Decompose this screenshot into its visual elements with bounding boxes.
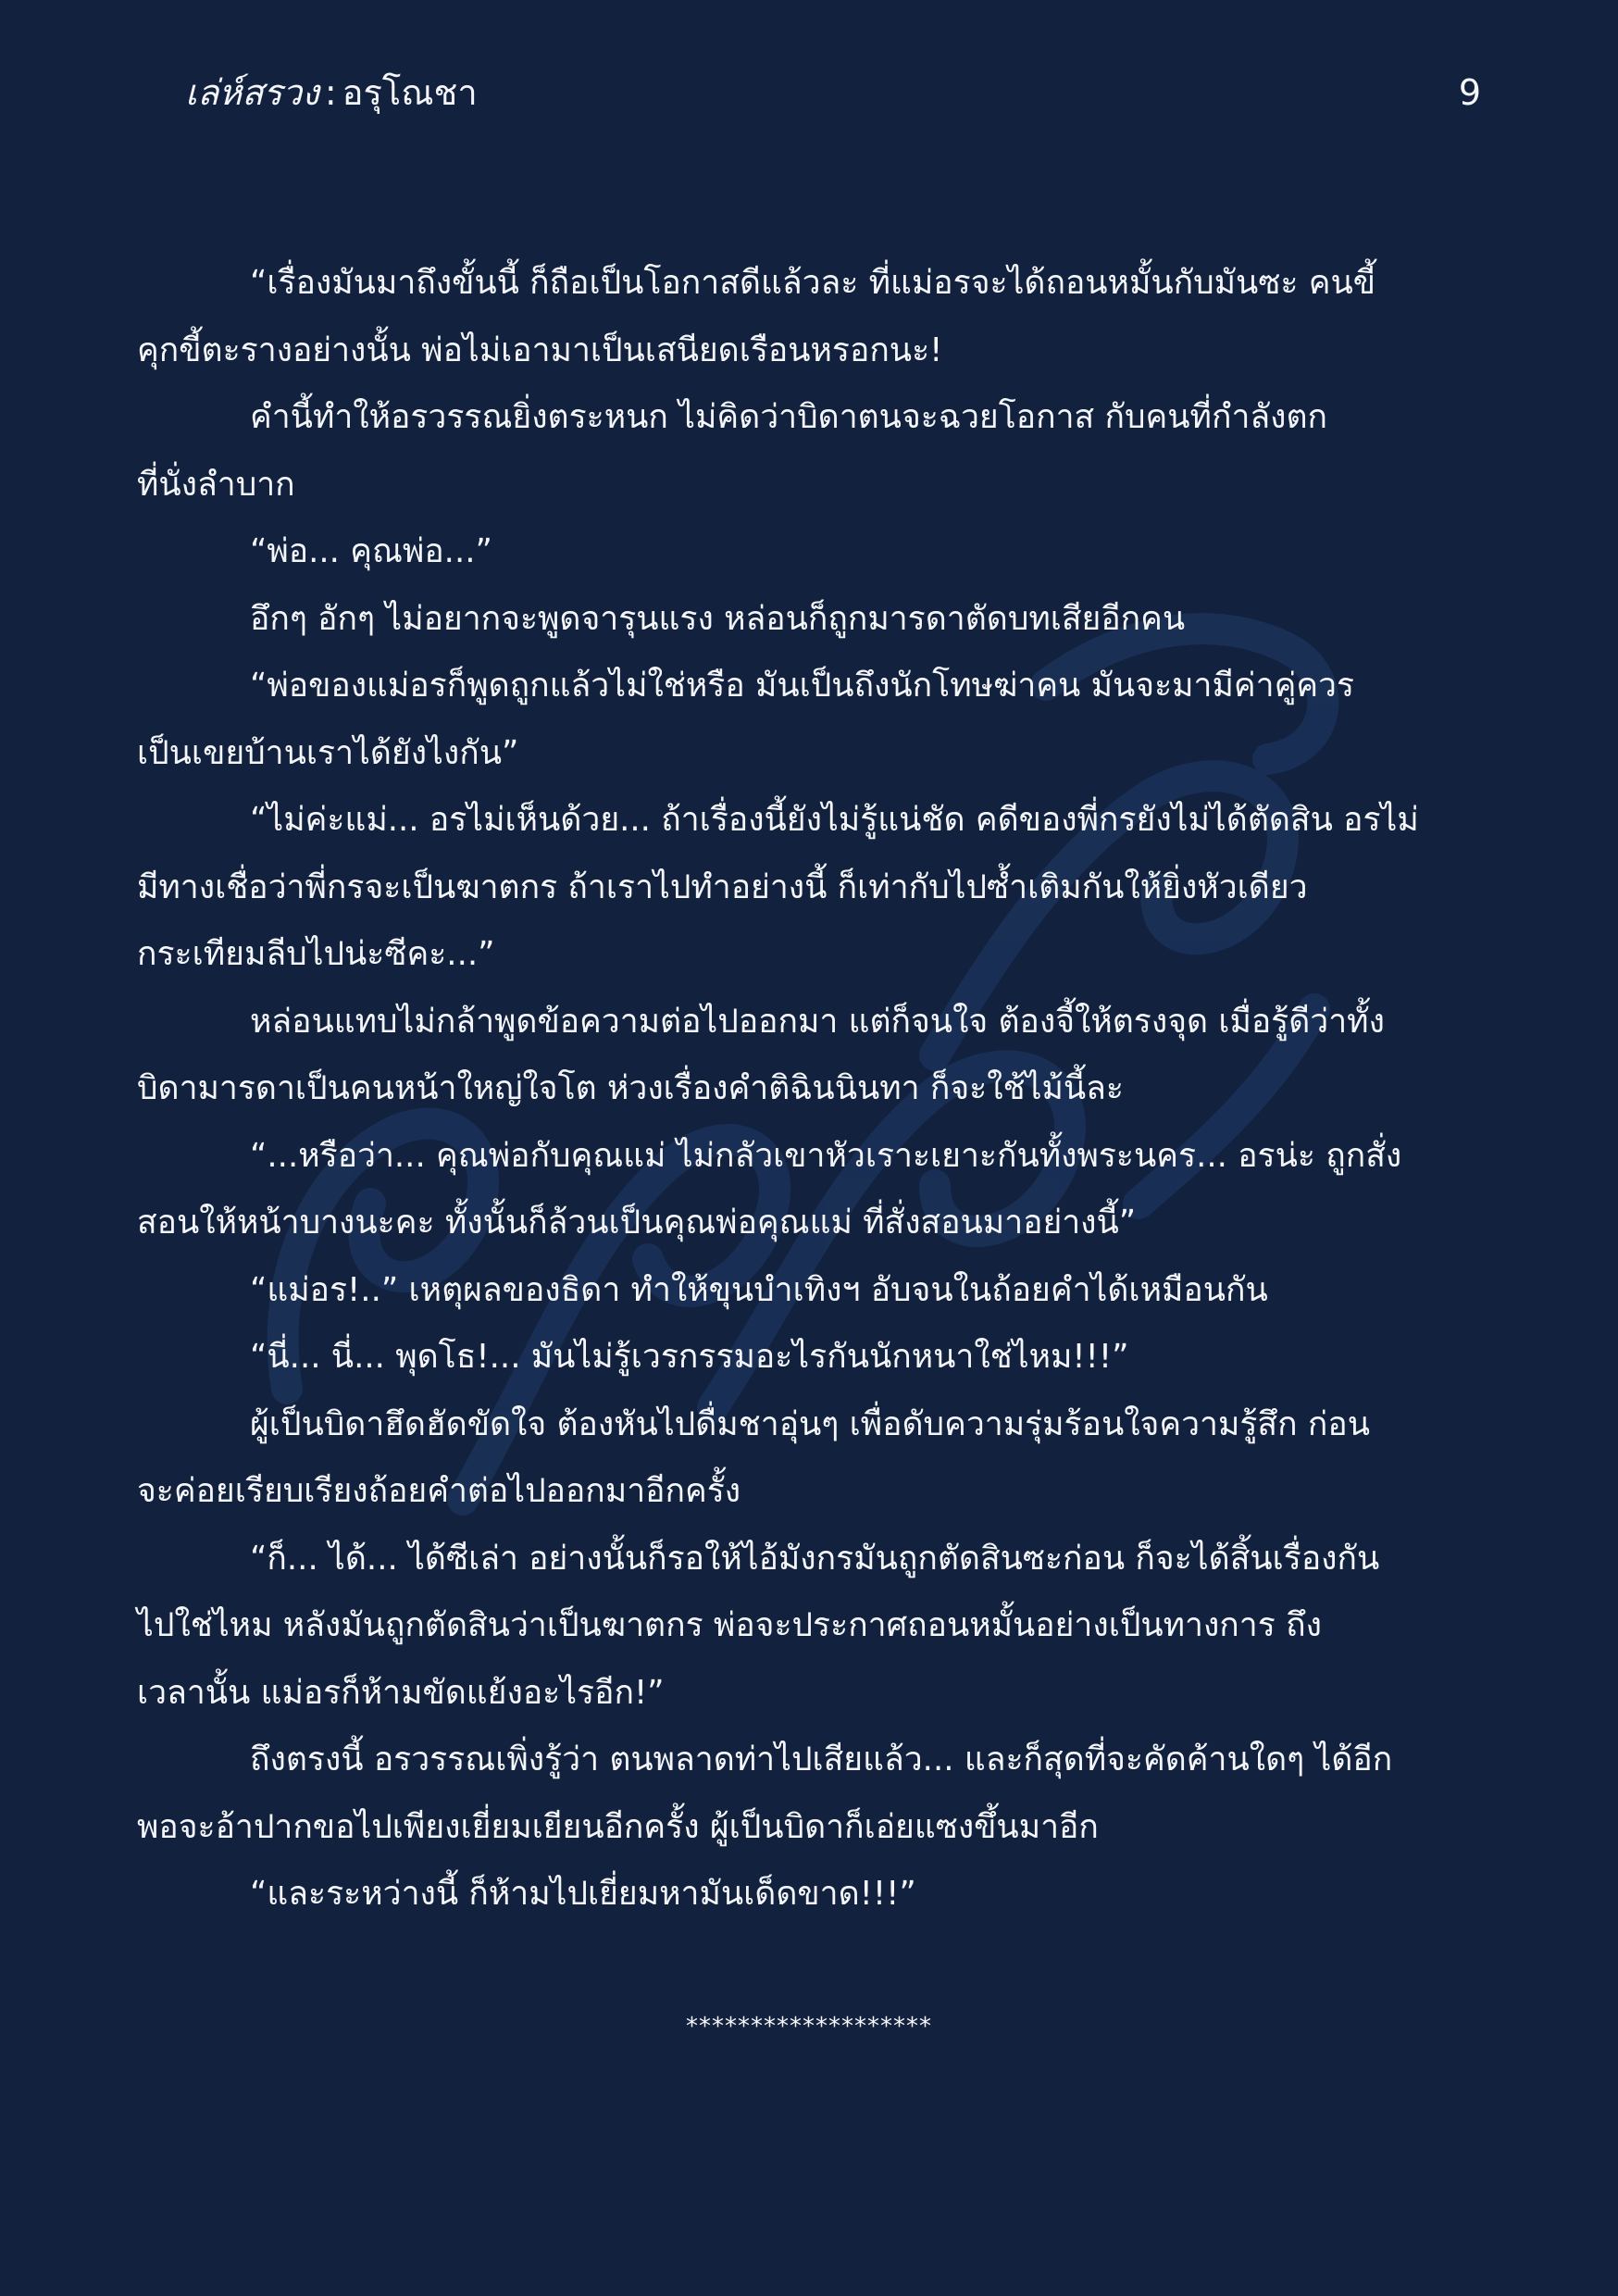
scene-divider: ******************* — [686, 2013, 932, 2040]
paragraph-line: บิดามารดาเป็นคนหน้าใหญ่ใจโต ห่วงเรื่องคำติฉินนินทา ก็จะใช้ไม้นี้ละ — [137, 1069, 1124, 1107]
paragraph-line: หล่อนแทบไม่กล้าพูดข้อความต่อไปออกมา แต่ก็จนใจ ต้องจี้ให้ตรงจุด เมื่อรู้ดีว่าทั้ง — [250, 1002, 1385, 1041]
paragraph-line: มีทางเชื่อว่าพี่กรจะเป็นฆาตกร ถ้าเราไปทำอย่างนี้ ก็เท่ากับไปซ้ำเติมกันให้ยิ่งหัวเดียว — [137, 867, 1308, 906]
paragraph-line: อึกๆ อักๆ ไม่อยากจะพูดจารุนแรง หล่อนก็ถูกมารดาตัดบทเสียอีกคน — [250, 599, 1186, 638]
paragraph-line: ถึงตรงนี้ อรวรรณเพิ่งรู้ว่า ตนพลาดท่าไปเสียแล้ว... และก็สุดที่จะคัดค้านใดๆ ได้อีก — [250, 1741, 1393, 1778]
paragraph-line: จะค่อยเรียบเรียงถ้อยคำต่อไปออกมาอีกครั้ง — [137, 1472, 741, 1510]
paragraph-line: คำนี้ทำให้อรวรรณยิ่งตระหนก ไม่คิดว่าบิดาตนจะฉวยโอกาส กับคนที่กำลังตก — [250, 398, 1328, 436]
paragraph-line: เป็นเขยบ้านเราได้ยังไงกัน” — [137, 733, 519, 772]
paragraph-line: สอนให้หน้าบางนะคะ ทั้งนั้นก็ล้วนเป็นคุณพ่อคุณแม่ ที่สั่งสอนมาอย่างนี้” — [137, 1204, 1137, 1242]
paragraph-line: “พ่อ... คุณพ่อ...” — [250, 532, 492, 570]
paragraph-line: “...หรือว่า... คุณพ่อกับคุณแม่ ไม่กลัวเขาหัวเราะเยาะกันทั้งพระนคร... อรน่ะ ถูกสั่ง — [250, 1136, 1402, 1175]
paragraph-line: “เรื่องมันมาถึงขั้นนี้ ก็ถือเป็นโอกาสดีแล้วละ ที่แม่อรจะได้ถอนหมั้นกับมันซะ คนขี้ — [250, 264, 1376, 302]
paragraph-line: กระเทียมลีบไปน่ะซีคะ...” — [137, 935, 495, 973]
paragraph-line: ที่นั่งลำบาก — [137, 465, 295, 504]
paragraph-line: “นี่... นี่... พุดโธ!... มันไม่รู้เวรกรรมอะไรกันนักหนาใช่ไหม!!!” — [250, 1338, 1129, 1376]
paragraph-line: “ก็... ได้... ได้ซีเล่า อย่างนั้นก็รอให้ไอ้มังกรมันถูกตัดสินซะก่อน ก็จะได้สิ้นเรื่องกัน — [250, 1539, 1380, 1578]
story-text — [137, 250, 1479, 1928]
paragraph-line: “แม่อร!..” เหตุผลของธิดา ทำให้ขุนบำเทิงฯ อับจนในถ้อยคำได้เหมือนกัน — [250, 1270, 1268, 1309]
paragraph-line: “ไม่ค่ะแม่... อรไม่เห็นด้วย... ถ้าเรื่องนี้ยังไม่รู้แน่ชัด คดีของพี่กรยังไม่ได้ตัดสิน อรไม่ — [250, 801, 1419, 839]
paragraph-line: “และระหว่างนี้ ก็ห้ามไปเยี่ยมหามันเด็ดขาด!!!” — [250, 1875, 916, 1913]
page-header — [185, 67, 1481, 119]
paragraph-line: เวลานั้น แม่อรก็ห้ามขัดแย้งอะไรอีก!” — [137, 1673, 665, 1712]
header-separator: : — [324, 72, 337, 113]
author-name: อรุโณชา — [342, 72, 478, 113]
paragraph-line: คุกขี้ตะรางอย่างนั้น พ่อไม่เอามาเป็นเสนียดเรือนหรอกนะ! — [137, 331, 943, 369]
page-number: 9 — [1458, 72, 1481, 113]
book-title: เล่ห์สรวง — [185, 72, 319, 113]
paragraph-line: พอจะอ้าปากขอไปเพียงเยี่ยมเยียนอีกครั้ง ผู้เป็นบิดาก็เอ่ยแซงขึ้นมาอีก — [137, 1807, 1099, 1846]
paragraph-line: ผู้เป็นบิดาฮึดฮัดขัดใจ ต้องหันไปดื่มชาอุ่นๆ เพื่อดับความรุ่มร้อนใจความรู้สึก ก่อน — [250, 1404, 1370, 1443]
paragraph-line: ไปใช่ไหม หลังมันถูกตัดสินว่าเป็นฆาตกร พ่อจะประกาศถอนหมั้นอย่างเป็นทางการ ถึง — [137, 1606, 1322, 1644]
paragraph-line: “พ่อของแม่อรก็พูดถูกแล้วไม่ใช่หรือ มันเป็นถึงนักโทษฆ่าคน มันจะมามีค่าคู่ควร — [250, 667, 1355, 705]
